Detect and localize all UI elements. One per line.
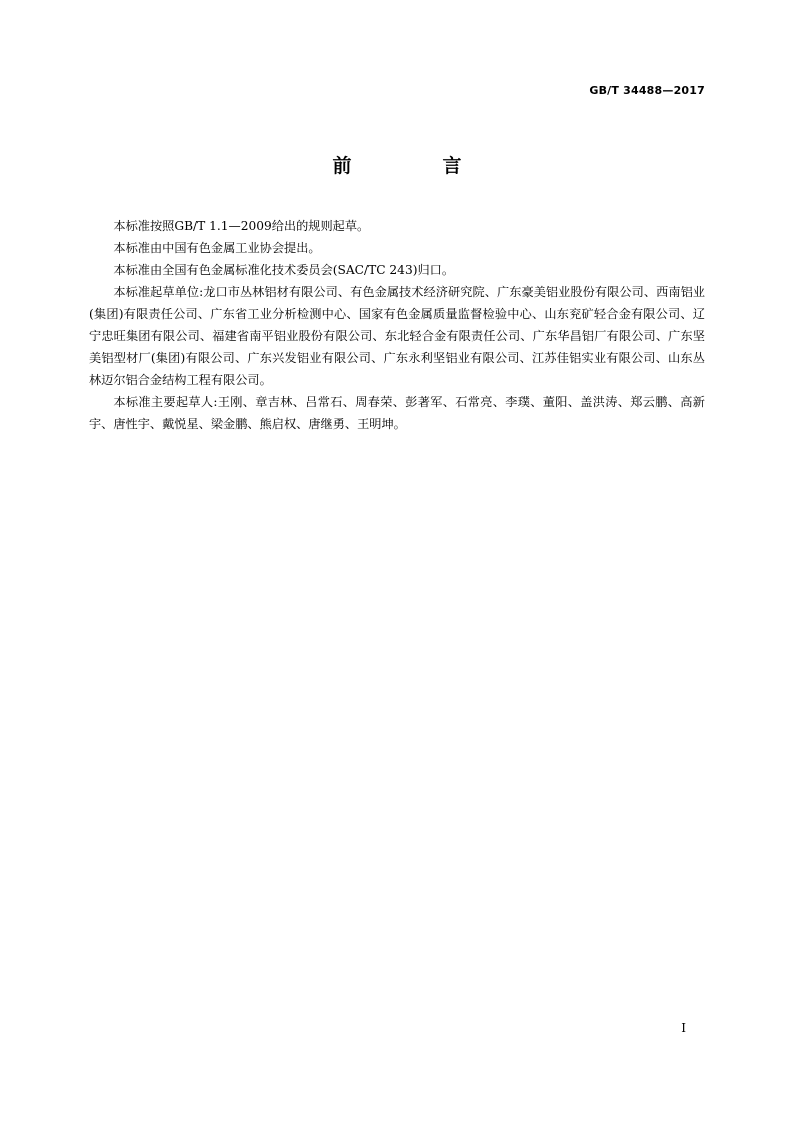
standard-code: GB/T 34488—2017 <box>589 84 705 97</box>
paragraph-main-drafters: 本标准主要起草人:王刚、章吉林、吕常石、周春荣、彭著军、石常亮、李璞、董阳、盖洪涛、郑云鹏、高新宇、唐性宇、戴悦星、梁金鹏、熊启权、唐继勇、王明坤。 <box>89 395 705 431</box>
page-title: 前 言 <box>332 155 498 177</box>
page-number: I <box>681 1021 686 1035</box>
paragraph-drafting-organizations: 本标准起草单位:龙口市丛林铝材有限公司、有色金属技术经济研究院、广东豪美铝业股份有限公司、西南铝业(集团)有限责任公司、广东省工业分析检测中心、国家有色金属质量监督检验中心、山东兖矿轻合金有限公司、辽宁忠旺集团有限公司、福建省南平铝业股份有限公司、东北轻合金有限责任公司、广东华昌铝厂有限公司、广东坚美铝型材厂(集团)有限公司、广东兴发铝业有限公司、广东永利坚铝业有限公司、江苏佳铝实业有限公司、山东丛林迈尔铝合金结构工程有限公司。 <box>89 285 705 387</box>
paragraph-proposer: 本标准由中国有色金属工业协会提出。 <box>113 241 321 255</box>
foreword-body <box>89 215 705 435</box>
paragraph-responsible-committee: 本标准由全国有色金属标准化技术委员会(SAC/TC 243)归口。 <box>113 263 455 277</box>
paragraph-drafting-rules: 本标准按照GB/T 1.1—2009给出的规则起草。 <box>113 219 370 233</box>
